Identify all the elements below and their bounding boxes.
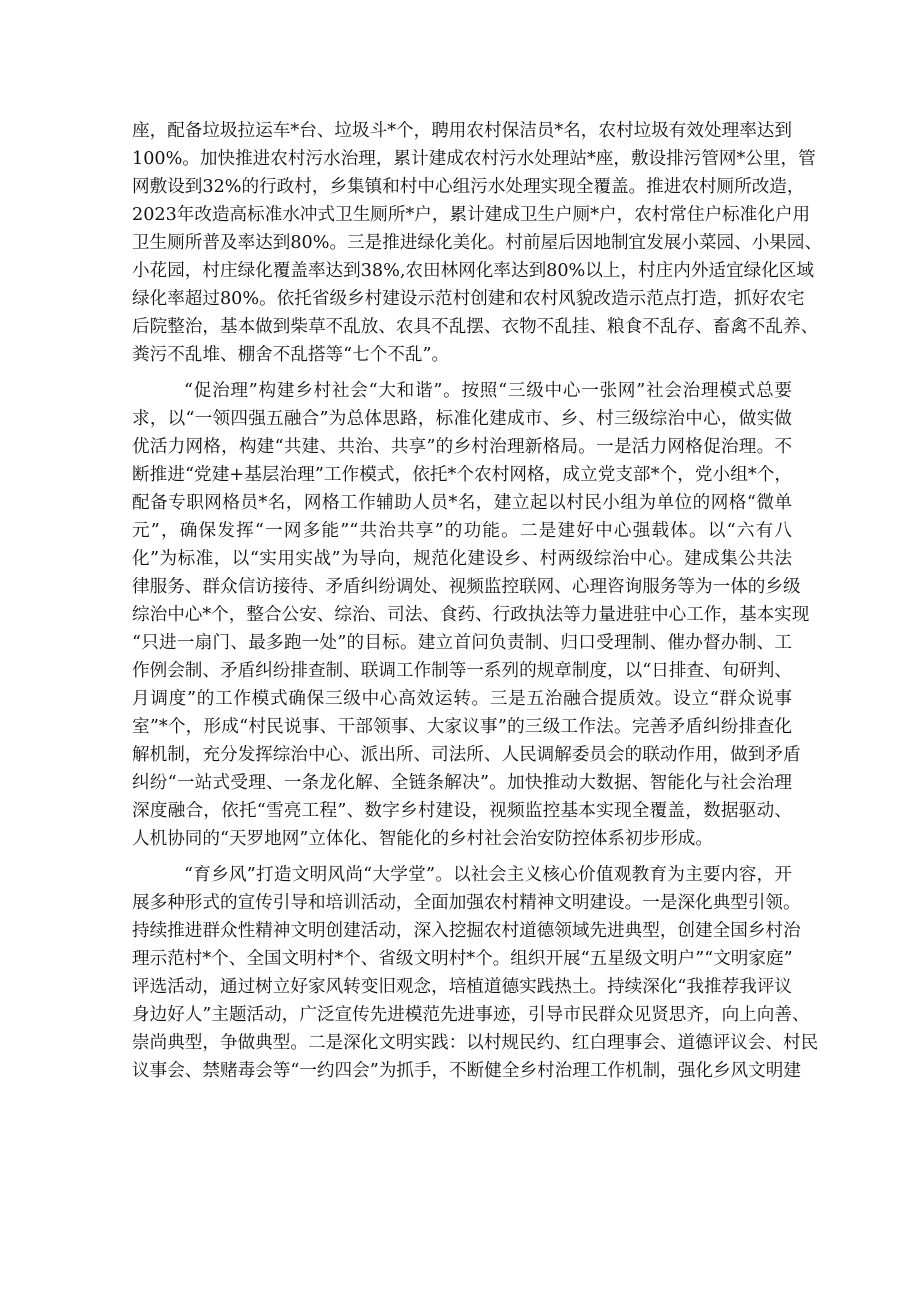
paragraph-1-line-1: 座，配备垃圾拉运车*台、垃圾斗*个，聘用农村保洁员*名，农村垃圾有效处理率达到 <box>132 121 792 141</box>
paragraph-3-line-2: 展多种形式的宣传引导和培训活动，全面加强农村精神文明建设。一是深化典型引领。 <box>132 893 801 913</box>
paragraph-2-line-16: 深度融合，依托“雪亮工程”、数字乡村建设，视频监控基本实现全覆盖，数据驱动、 <box>132 801 792 821</box>
paragraph-3-line-6: 身边好人”主题活动，广泛宣传先进模范先进事迹，引导市民群众见贤思齐，向上向善、 <box>132 1005 810 1025</box>
paragraph-2-line-14: 解机制，充分发挥综治中心、派出所、司法所、人民调解委员会的联动作用，做到矛盾 <box>132 745 801 765</box>
paragraph-3-line-3: 持续推进群众性精神文明创建活动，深入挖掘农村道德领域先进典型，创建全国乡村治 <box>132 921 801 941</box>
paragraph-2-line-10: “只进一扇门、最多跑一处”的目标。建立首问负责制、归口受理制、催办督办制、工 <box>132 633 792 653</box>
paragraph-1-line-2: 100%。加快推进农村污水治理，累计建成农村污水处理站*座，敷设排污管网*公里，管 <box>132 149 816 169</box>
paragraph-2-line-15: 纠纷“一站式受理、一条龙化解、全链条解决”。加快推动大数据、智能化与社会治理 <box>132 773 792 793</box>
paragraph-2-line-9: 综治中心*个，整合公安、综治、司法、食药、行政执法等力量进驻中心工作，基本实现 <box>132 605 810 625</box>
paragraph-2-line-13: 室”*个，形成“村民说事、干部领事、大家议事”的三级工作法。完善矛盾纠纷排查化 <box>132 717 792 737</box>
paragraph-2-line-2: 求，以“一领四强五融合”为总体思路，标准化建成市、乡、村三级综治中心，做实做 <box>132 409 792 429</box>
paragraph-2-line-3: 优活力网格，构建“共建、共治、共享”的乡村治理新格局。一是活力网格促治理。不 <box>132 437 792 457</box>
paragraph-1-line-5: 卫生厕所普及率达到80%。三是推进绿化美化。村前屋后因地制宜发展小菜园、小果园、 <box>132 233 823 253</box>
paragraph-3-line-4: 理示范村*个、全国文明村*个、省级文明村*个。组织开展“五星级文明户”“文明家庭” <box>132 949 793 969</box>
paragraph-2-line-11: 作例会制、矛盾纠纷排查制、联调工作制等一系列的规章制度，以“日排查、旬研判、 <box>132 661 792 681</box>
paragraph-2-line-12: 月调度”的工作模式确保三级中心高效运转。三是五治融合提质效。设立“群众说事 <box>132 689 792 709</box>
paragraph-2-line-6: 元”，确保发挥“一网多能”“共治共享”的功能。二是建好中心强载体。以“六有八 <box>132 521 792 541</box>
paragraph-2-line-7: 化”为标准，以“实用实战”为导向，规范化建设乡、村两级综治中心。建成集公共法 <box>132 549 792 569</box>
paragraph-2-line-8: 律服务、群众信访接待、矛盾纠纷调处、视频监控联网、心理咨询服务等为一体的乡级 <box>132 577 801 597</box>
paragraph-2-line-1: “促治理”构建乡村社会“大和谐”。按照“三级中心一张网”社会治理模式总要 <box>184 381 792 401</box>
paragraph-2-line-5: 配备专职网格员*名，网格工作辅助人员*名，建立起以村民小组为单位的网格“微单 <box>132 493 792 513</box>
paragraph-2-line-17: 人机协同的“天罗地网”立体化、智能化的乡村社会治安防控体系初步形成。 <box>132 829 713 849</box>
paragraph-2-line-4: 断推进“党建+基层治理”工作模式，依托*个农村网格，成立党支部*个，党小组*个， <box>132 465 792 485</box>
paragraph-3-line-1: “育乡风”打造文明风尚“大学堂”。以社会主义核心价值观教育为主要内容，开 <box>184 865 792 885</box>
paragraph-1-line-4: 2023年改造高标准水冲式卫生厕所*户，累计建成卫生户厕*户，农村常住户标准化户用 <box>132 205 811 225</box>
paragraph-3-line-8: 议事会、禁赌毒会等“一约四会”为抓手，不断健全乡村治理工作机制，强化乡风文明建 <box>132 1061 801 1081</box>
paragraph-1-line-9: 粪污不乱堆、棚舍不乱搭等“七个不乱”。 <box>132 345 450 365</box>
paragraph-1-line-6: 小花园，村庄绿化覆盖率达到38%,农田林网化率达到80%以上，村庄内外适宜绿化区域 <box>132 261 814 281</box>
paragraph-3-line-7: 崇尚典型，争做典型。二是深化文明实践：以村规民约、红白理事会、道德评议会、村民 <box>132 1033 819 1053</box>
paragraph-1-line-3: 网敷设到32%的行政村，乡集镇和村中心组污水处理实现全覆盖。推进农村厕所改造， <box>132 177 805 197</box>
paragraph-3-line-5: 评选活动，通过树立好家风转变旧观念，培植道德实践热土。持续深化“我推荐我评议 <box>132 977 792 997</box>
paragraph-1-line-8: 后院整治，基本做到柴草不乱放、农具不乱摆、衣物不乱挂、粮食不乱存、畜禽不乱养、 <box>132 317 819 337</box>
paragraph-1-line-7: 绿化率超过80%。依托省级乡村建设示范村创建和农村风貌改造示范点打造，抓好农宅 <box>132 289 805 309</box>
